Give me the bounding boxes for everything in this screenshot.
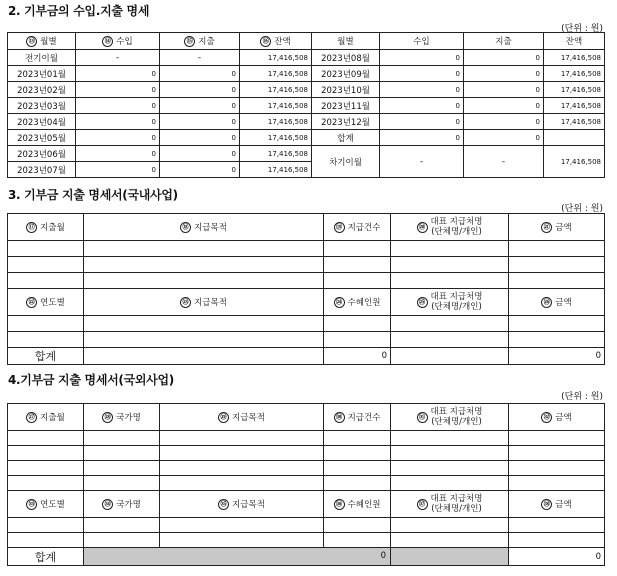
circled-number: ㉑ bbox=[541, 222, 552, 233]
header-label: 금액 bbox=[555, 298, 572, 308]
circled-number: ㉟ bbox=[218, 499, 229, 510]
balance-cell: 17,416,508 bbox=[240, 130, 312, 146]
circled-number: ㊲ bbox=[417, 499, 428, 510]
domestic-expense-table bbox=[7, 213, 605, 365]
section4-title: 4.기부금 지출 명세서(국외사업) bbox=[8, 373, 174, 387]
month-cell: 2023년05월 bbox=[8, 130, 76, 146]
expense-cell: 0 bbox=[160, 66, 240, 82]
balance-cell: 17,416,508 bbox=[544, 66, 605, 82]
header-label: 수혜인원 bbox=[347, 298, 381, 308]
header-label: 지출 bbox=[198, 37, 215, 47]
column-header bbox=[240, 33, 312, 50]
circled-number: ㉓ bbox=[180, 297, 191, 308]
table-row bbox=[8, 518, 605, 533]
month-cell: 2023년09월 bbox=[312, 66, 380, 82]
month-cell: 2023년01월 bbox=[8, 66, 76, 82]
header-label: 지급목적 bbox=[232, 500, 265, 510]
income-cell: 0 bbox=[76, 82, 160, 98]
table-row bbox=[8, 332, 605, 348]
circled-number: ㉖ bbox=[541, 297, 552, 308]
header-label: 대표 지급처명 bbox=[430, 407, 483, 417]
total-row bbox=[8, 548, 605, 566]
month-cell: 2023년04월 bbox=[8, 114, 76, 130]
column-header bbox=[391, 289, 509, 316]
circled-number: ㉛ bbox=[417, 412, 428, 423]
expense-cell: 0 bbox=[464, 82, 544, 98]
month-cell: 2023년02월 bbox=[8, 82, 76, 98]
section2-unit: (단위 : 원) bbox=[561, 24, 603, 34]
expense-cell: 0 bbox=[160, 146, 240, 162]
table-row bbox=[8, 82, 605, 98]
expense-cell: 0 bbox=[160, 162, 240, 178]
income-expense-table bbox=[7, 32, 605, 178]
table-row bbox=[8, 446, 605, 461]
column-header bbox=[324, 404, 391, 431]
header-label: 지급목적 bbox=[232, 413, 265, 423]
month-cell: 2023년10월 bbox=[312, 82, 380, 98]
table-row bbox=[8, 130, 605, 146]
expense-cell: 0 bbox=[464, 114, 544, 130]
total-count: 0 bbox=[324, 348, 391, 365]
total-count: 0 bbox=[380, 551, 386, 561]
circled-number: ⑰ bbox=[26, 222, 37, 233]
balance-cell: 17,416,508 bbox=[544, 82, 605, 98]
column-header bbox=[509, 491, 605, 518]
income-cell: 0 bbox=[380, 82, 464, 98]
header-label: 월별 bbox=[40, 37, 57, 47]
month-cell: 2023년03월 bbox=[8, 98, 76, 114]
month-cell: 2023년12월 bbox=[312, 114, 380, 130]
column-header bbox=[76, 33, 160, 50]
table-row bbox=[8, 476, 605, 491]
table-header-row bbox=[8, 33, 605, 50]
table-row bbox=[8, 146, 605, 162]
header-label: 지출월 bbox=[40, 413, 65, 423]
table-row bbox=[8, 273, 605, 289]
income-cell: 0 bbox=[76, 146, 160, 162]
column-header bbox=[84, 214, 324, 241]
income-cell: 0 bbox=[76, 162, 160, 178]
column-header bbox=[391, 491, 509, 518]
header-label: 지급건수 bbox=[347, 413, 381, 423]
column-header bbox=[391, 404, 509, 431]
column-header bbox=[509, 404, 605, 431]
income-cell: 0 bbox=[76, 66, 160, 82]
income-cell: - bbox=[76, 50, 160, 66]
balance-cell: 17,416,508 bbox=[544, 114, 605, 130]
balance-cell: 17,416,508 bbox=[240, 162, 312, 178]
column-header bbox=[8, 404, 84, 431]
header-label: 수입 bbox=[116, 37, 133, 47]
income-cell: 0 bbox=[380, 98, 464, 114]
header-sublabel: (단체명/개인) bbox=[431, 417, 482, 427]
column-header bbox=[464, 33, 544, 50]
column-header bbox=[509, 214, 605, 241]
income-cell: 0 bbox=[380, 50, 464, 66]
circled-number: ⑬ bbox=[26, 36, 37, 47]
income-cell: 0 bbox=[380, 66, 464, 82]
table-row bbox=[8, 114, 605, 130]
circled-number: ⑳ bbox=[417, 222, 428, 233]
balance-cell: 17,416,508 bbox=[544, 50, 605, 66]
header-label: 지급목적 bbox=[194, 223, 227, 233]
expense-cell: 0 bbox=[160, 98, 240, 114]
header-label: 금액 bbox=[555, 500, 572, 510]
column-header bbox=[160, 491, 324, 518]
column-header bbox=[8, 33, 76, 50]
total-label: 합계 bbox=[8, 548, 84, 566]
section4-unit: (단위 : 원) bbox=[561, 392, 603, 402]
balance-cell: 17,416,508 bbox=[240, 66, 312, 82]
income-cell: 0 bbox=[76, 114, 160, 130]
expense-cell: 0 bbox=[464, 98, 544, 114]
header-label: 연도별 bbox=[40, 298, 65, 308]
header-sublabel: (단체명/개인) bbox=[431, 302, 482, 312]
table-header-row bbox=[8, 214, 605, 241]
header-label: 잔액 bbox=[565, 37, 583, 47]
carry-month-cell: 차기이월 bbox=[312, 146, 380, 178]
section3-unit: (단위 : 원) bbox=[561, 204, 603, 214]
column-header bbox=[8, 214, 84, 241]
header-label: 연도별 bbox=[40, 500, 65, 510]
total-amount: 0 bbox=[509, 348, 605, 365]
table-header-row bbox=[8, 289, 605, 316]
header-label: 월별 bbox=[337, 37, 354, 47]
expense-cell: 0 bbox=[160, 130, 240, 146]
column-header bbox=[391, 214, 509, 241]
column-header bbox=[84, 404, 160, 431]
column-header bbox=[84, 289, 324, 316]
column-header bbox=[544, 33, 605, 50]
carry-income-cell: - bbox=[380, 146, 464, 178]
header-label: 금액 bbox=[555, 223, 572, 233]
table-header-row bbox=[8, 404, 605, 431]
income-cell: 0 bbox=[76, 130, 160, 146]
table-row bbox=[8, 66, 605, 82]
carry-expense-cell: - bbox=[464, 146, 544, 178]
income-cell: 0 bbox=[380, 130, 464, 146]
column-header bbox=[324, 491, 391, 518]
column-header bbox=[160, 404, 324, 431]
header-label: 지급건수 bbox=[347, 223, 381, 233]
month-cell: 2023년08월 bbox=[312, 50, 380, 66]
expense-cell: 0 bbox=[464, 66, 544, 82]
month-cell: 2023년06월 bbox=[8, 146, 76, 162]
header-sublabel: (단체명/개인) bbox=[431, 504, 482, 514]
balance-cell: 17,416,508 bbox=[544, 98, 605, 114]
circled-number: ⑮ bbox=[184, 36, 195, 47]
column-header bbox=[509, 289, 605, 316]
circled-number: ㉙ bbox=[218, 412, 229, 423]
expense-cell: 0 bbox=[160, 82, 240, 98]
header-label: 국가명 bbox=[116, 413, 141, 423]
header-label: 지급목적 bbox=[194, 298, 227, 308]
table-row bbox=[8, 98, 605, 114]
circled-number: ⑱ bbox=[180, 222, 191, 233]
circled-number: ⑲ bbox=[334, 222, 345, 233]
header-label: 수혜인원 bbox=[347, 500, 381, 510]
section2-title: 2. 기부금의 수입.지출 명세 bbox=[8, 4, 150, 18]
month-cell: 전기이월 bbox=[8, 50, 76, 66]
balance-cell: 17,416,508 bbox=[240, 146, 312, 162]
total-amount: 0 bbox=[509, 548, 605, 566]
header-sublabel: (단체명/개인) bbox=[431, 227, 482, 237]
header-label: 국가명 bbox=[116, 500, 141, 510]
circled-number: ㊳ bbox=[541, 499, 552, 510]
header-label: 대표 지급처명 bbox=[430, 217, 483, 227]
balance-cell: 17,416,508 bbox=[240, 82, 312, 98]
total-label: 합계 bbox=[8, 348, 84, 365]
table-row bbox=[8, 461, 605, 476]
column-header bbox=[8, 491, 84, 518]
table-row bbox=[8, 257, 605, 273]
month-cell: 합계 bbox=[312, 130, 380, 146]
carry-balance-cell: 17,416,508 bbox=[544, 146, 605, 178]
column-header bbox=[380, 33, 464, 50]
header-label: 지출월 bbox=[40, 223, 65, 233]
circled-number: ㉗ bbox=[26, 412, 37, 423]
month-cell: 2023년11월 bbox=[312, 98, 380, 114]
circled-number: ㉒ bbox=[26, 297, 37, 308]
balance-cell bbox=[544, 130, 605, 146]
table-row bbox=[8, 533, 605, 548]
column-header bbox=[312, 33, 380, 50]
table-row bbox=[8, 50, 605, 66]
table-header-row bbox=[8, 491, 605, 518]
header-label: 지출 bbox=[495, 37, 512, 47]
circled-number: ㉕ bbox=[417, 297, 428, 308]
circled-number: ㉔ bbox=[334, 297, 345, 308]
header-label: 잔액 bbox=[274, 37, 291, 47]
column-header bbox=[160, 33, 240, 50]
table-row bbox=[8, 316, 605, 332]
circled-number: ⑭ bbox=[102, 36, 113, 47]
circled-number: ㉚ bbox=[334, 412, 345, 423]
circled-number: ⑯ bbox=[260, 36, 271, 47]
expense-cell: 0 bbox=[160, 114, 240, 130]
header-label: 대표 지급처명 bbox=[430, 494, 483, 504]
total-row bbox=[8, 348, 605, 365]
column-header bbox=[324, 289, 391, 316]
circled-number: ㉝ bbox=[26, 499, 37, 510]
header-label: 대표 지급처명 bbox=[430, 292, 483, 302]
income-cell: 0 bbox=[380, 114, 464, 130]
column-header bbox=[84, 491, 160, 518]
circled-number: ㉞ bbox=[102, 499, 113, 510]
table-row bbox=[8, 241, 605, 257]
expense-cell: 0 bbox=[464, 130, 544, 146]
overseas-expense-table bbox=[7, 403, 605, 566]
circled-number: ㉘ bbox=[102, 412, 113, 423]
header-label: 금액 bbox=[555, 413, 572, 423]
expense-cell: 0 bbox=[464, 50, 544, 66]
expense-cell: - bbox=[160, 50, 240, 66]
header-label: 수입 bbox=[413, 37, 430, 47]
balance-cell: 17,416,508 bbox=[240, 98, 312, 114]
table-row bbox=[8, 431, 605, 446]
month-cell: 2023년07월 bbox=[8, 162, 76, 178]
balance-cell: 17,416,508 bbox=[240, 114, 312, 130]
income-cell: 0 bbox=[76, 98, 160, 114]
balance-cell: 17,416,508 bbox=[240, 50, 312, 66]
circled-number: ㉜ bbox=[541, 412, 552, 423]
column-header bbox=[8, 289, 84, 316]
column-header bbox=[324, 214, 391, 241]
section3-title: 3. 기부금 지출 명세서(국내사업) bbox=[8, 188, 178, 202]
circled-number: ㊱ bbox=[334, 499, 345, 510]
